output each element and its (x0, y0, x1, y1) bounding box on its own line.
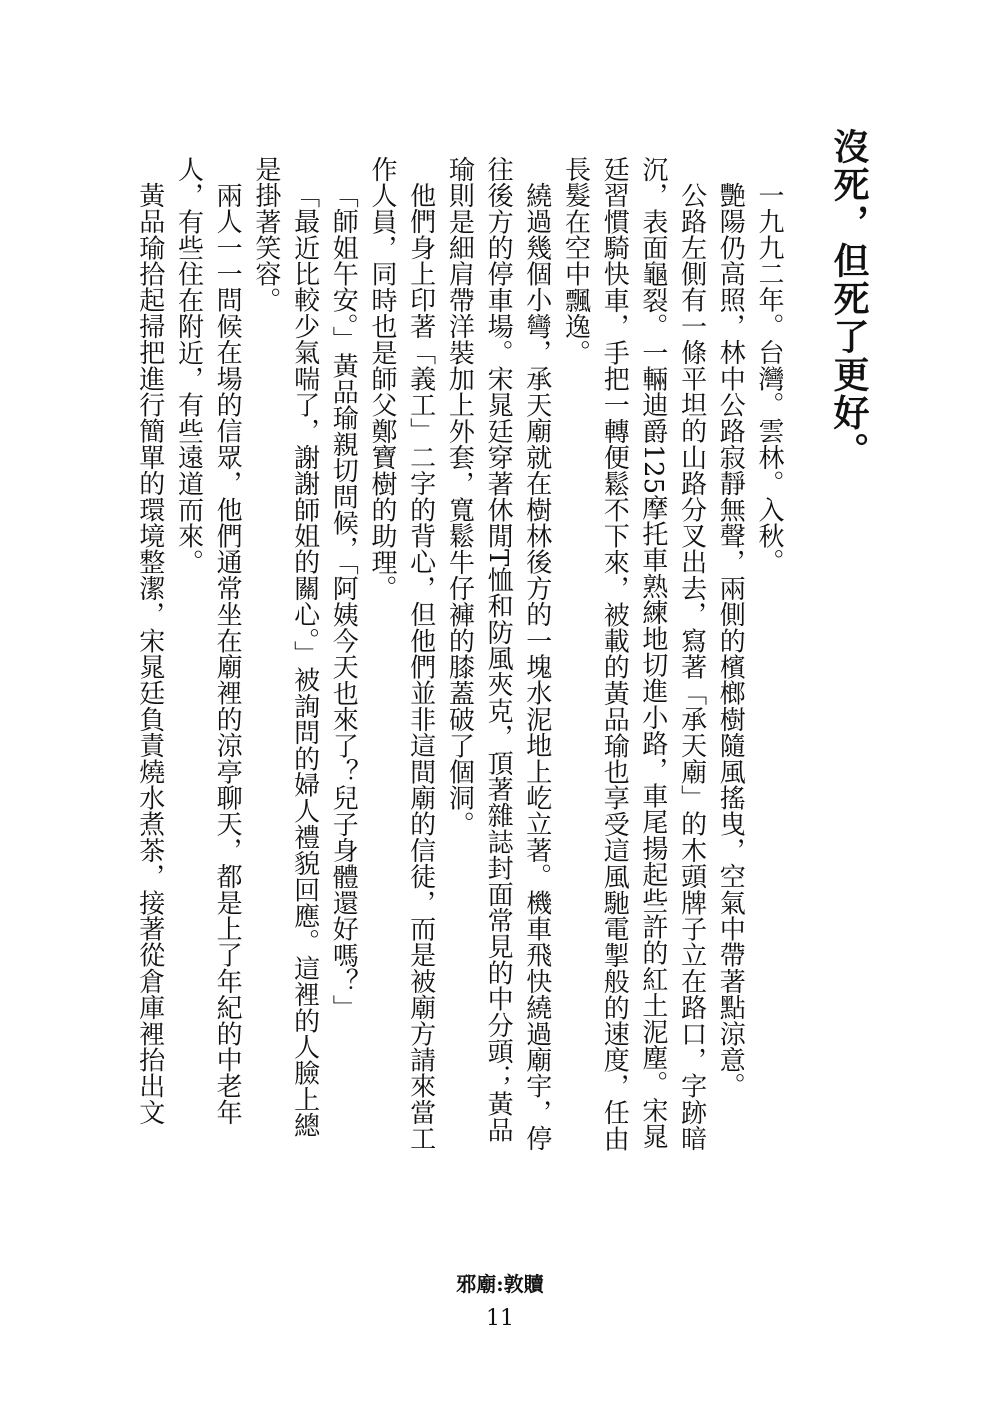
paragraph-4: 繞過幾個小彎，承天廟就在樹林後方的一塊水泥地上屹立著。機車飛快繞過廟宇，停往後方的停車場。宋晁廷穿著休閒T恤和防風夾克，頂著雜誌封面常見的中分頭；黃品瑜則是細肩帶洋裝加上外套，寬鬆牛仔褲的膝蓋破了個洞。 (444, 156, 552, 1152)
chapter-title: 沒死，但死了更好。 (828, 128, 870, 470)
paragraph-8: 兩人一一問候在場的信眾，他們通常坐在廟裡的涼亭聊天，都是上了年紀的中老年人，有些住在附近，有些遠道而來。 (173, 156, 243, 1126)
paragraph-2: 艷陽仍高照，林中公路寂靜無聲，兩側的檳榔樹隨風搖曳，空氣中帶著點涼意。 (715, 182, 746, 1099)
page-number: 11 (486, 1306, 514, 1331)
footer-book-title: 邪廟:敦贖 (456, 1272, 544, 1296)
paragraph-7: 「最近比較少氣喘了，謝謝師姐的關心。」被詢問的婦人禮貌回應。這裡的人臉上總是掛著笑容。 (250, 156, 320, 1139)
paragraph-9: 黃品瑜拾起掃把進行簡單的環境整潔，宋晁廷負責燒水煮茶，接著從倉庫裡抬出文 (134, 182, 165, 1126)
body-text (98, 156, 788, 1156)
paragraph-1: 一九九二年。台灣。雲林。入秋。 (754, 182, 784, 575)
paragraph-3: 公路左側有一條平坦的山路分叉出去，寫著「承天廟」的木頭牌子立在路口，字跡暗沉，表面龜裂。一輛迪爵125摩托車熟練地切進小路，車尾揚起些許的紅土泥塵。宋晁廷習慣騎快車，手把一轉便鬆不下來，被載的黃品瑜也享受這風馳電掣般的速度，任由長髮在空中飄逸。 (560, 156, 707, 1152)
paragraph-6: 「師姐午安。」黃品瑜親切問候，「阿姨今天也來了？兒子身體還好嗎？」 (328, 182, 359, 1021)
paragraph-5: 他們身上印著「義工」二字的背心，但他們並非這間廟的信徒，而是被廟方請來當工作人員，同時也是師父鄭寶樹的助理。 (366, 156, 436, 1152)
